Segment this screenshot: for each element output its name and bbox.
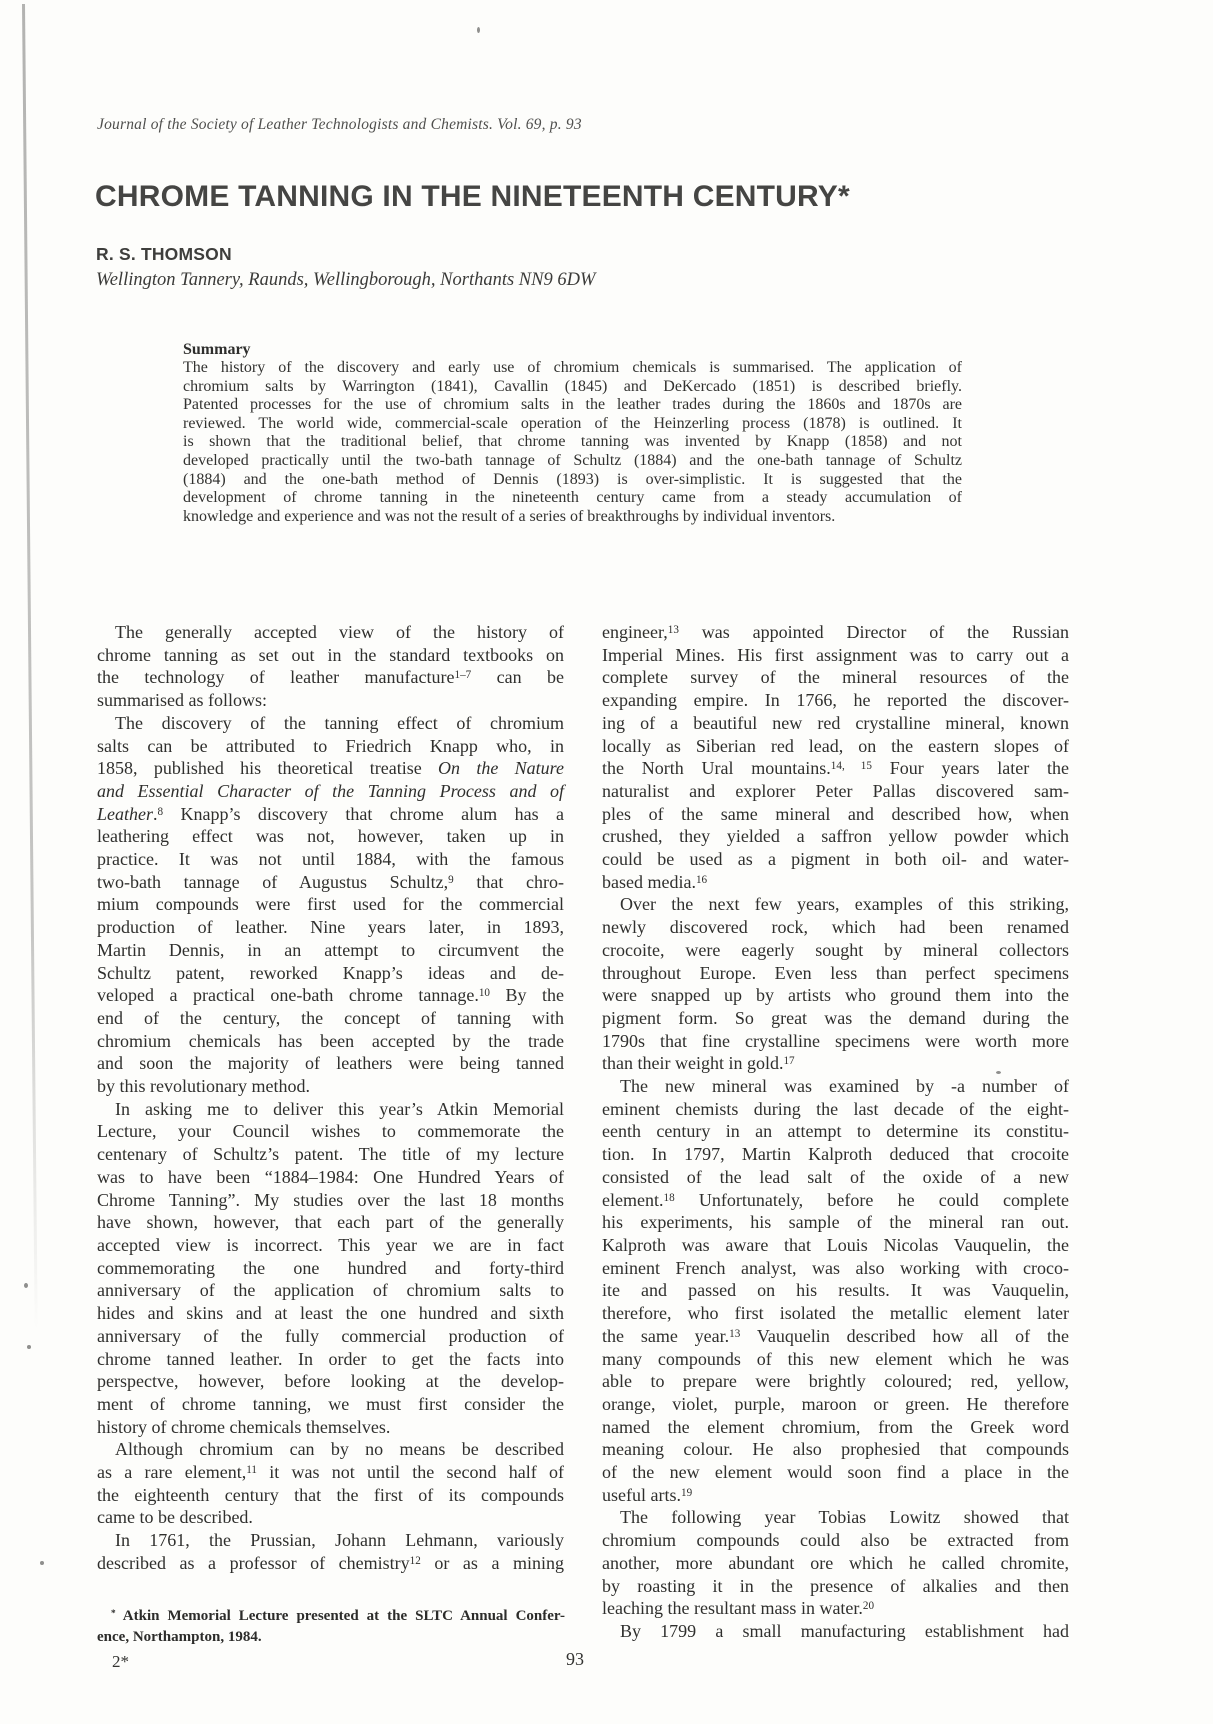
text-line: expanding empire. In 1766, he reported the discover-	[602, 690, 1069, 711]
text-line: Martin Dennis, in an attempt to circumvent the	[97, 939, 564, 960]
text-line: veloped a practical one-bath chrome tannage.$^{10}$ By the	[97, 985, 564, 1006]
text-line: than their weight in gold.$^{17}$	[602, 1053, 795, 1074]
text-line: perspectve, however, before looking at the develop-	[97, 1371, 564, 1392]
text-line: centenary of Schultz’s patent. The title of my lecture	[97, 1144, 564, 1165]
text-line: newly discovered rock, which had been renamed	[602, 917, 1069, 938]
text-line: The discovery of the tanning effect of chromium	[115, 712, 564, 733]
text-line: ment of chrome tanning, we must first consider the	[97, 1393, 564, 1414]
text-line: named the element chromium, from the Greek word	[602, 1416, 1069, 1437]
text-line: the North Ural mountains.$^{14, 15}$ Four years later the	[602, 758, 1070, 779]
text-line: Leather.$^8$ Knapp’s discovery that chrome alum has a	[97, 803, 564, 824]
text-line: locally as Siberian red lead, on the eastern slopes of	[602, 735, 1069, 756]
text-line: 1858, published his theoretical treatise On the Nature	[97, 758, 564, 779]
journal-header: Journal of the Society of Leather Technologists and Chemists. Vol. 69, p. 93	[97, 116, 582, 133]
text-line: pigment form. So great was the demand during the	[602, 1007, 1069, 1028]
text-line: naturalist and explorer Peter Pallas discovered sam-	[602, 780, 1069, 801]
text-line: By 1799 a small manufacturing establishment had	[620, 1620, 1069, 1641]
text-line: meaning colour. He also prophesied that compounds	[602, 1439, 1069, 1460]
text-line: The following year Tobias Lowitz showed that	[620, 1507, 1069, 1528]
scan-speck	[40, 1561, 44, 1565]
text-line: and Essential Character of the Tanning Process and of	[97, 780, 564, 801]
text-line: ence, Northampton, 1984.	[97, 1629, 262, 1645]
text-line: the technology of leather manufacture$^{1-7}$ can be	[97, 667, 564, 688]
text-line: The new mineral was examined by -a number of	[620, 1076, 1069, 1097]
text-line: throughout Europe. Even less than perfect specimens	[602, 962, 1069, 983]
scan-speck	[24, 1283, 28, 1288]
text-line: Schultz patent, reworked Knapp’s ideas and de-	[97, 962, 564, 983]
signature-mark: 2*	[112, 1652, 129, 1671]
text-line: In asking me to deliver this year’s Atkin Memorial	[115, 1098, 564, 1119]
text-line: end of the century, the concept of tanning with	[97, 1007, 564, 1028]
text-line: eenth century in an attempt to determine its constitu-	[602, 1121, 1069, 1142]
text-line: chrome tanning as set out in the standard textbooks on	[97, 644, 564, 665]
text-line: and soon the majority of leathers were being tanned	[97, 1053, 564, 1074]
text-line: commemorating the one hundred and forty-third	[97, 1257, 564, 1278]
text-line: described as a professor of chemistry$^{12}$ or as a mining	[97, 1552, 564, 1573]
text-line: consisted of the lead salt of the oxide of a new	[602, 1166, 1069, 1187]
text-line: Patented processes for the use of chromium salts in the leather trades during the 1860s and 1870s are	[183, 396, 962, 414]
text-line: of the new element would soon find a place in the	[602, 1462, 1069, 1483]
text-line: The history of the discovery and early use of chromium chemicals is summarised. The application of	[183, 359, 962, 376]
text-line: have shown, however, that each part of the generally	[97, 1212, 564, 1233]
text-line: is shown that the traditional belief, that chrome tanning was invented by Knapp (1858) and not	[183, 433, 962, 451]
article-body	[97, 621, 1069, 1643]
text-line: crushed, they yielded a saffron yellow powder which	[602, 826, 1069, 847]
text-line: was to have been “1884–1984: One Hundred Years of	[97, 1166, 564, 1187]
text-line: were snapped up by artists who ground them into the	[602, 985, 1069, 1006]
text-line: chromium chemicals has been accepted by the trade	[97, 1030, 564, 1051]
text-line: ples of the same mineral and described how, when	[602, 803, 1069, 824]
text-line: engineer,$^{13}$ was appointed Director of the Russian	[602, 622, 1069, 642]
text-line: as a rare element,$^{11}$ it was not until the second half of	[97, 1462, 565, 1483]
text-line: Imperial Mines. His first assignment was to carry out a	[602, 644, 1069, 665]
text-line: ing of a beautiful new red crystalline mineral, known	[602, 712, 1069, 733]
text-line: Lecture, your Council wishes to commemorate the	[97, 1121, 564, 1142]
text-line: another, more abundant ore which he called chromite,	[602, 1552, 1069, 1573]
text-line: salts can be attributed to Friedrich Knapp who, in	[97, 735, 564, 756]
text-line: two-bath tannage of Augustus Schultz,$^9$ that chro-	[97, 871, 564, 892]
text-line: element.$^{18}$ Unfortunately, before he could complete	[602, 1189, 1069, 1210]
summary-section	[183, 340, 962, 526]
text-line: the eighteenth century that the first of its compounds	[97, 1484, 564, 1505]
text-line: Chrome Tanning”. My studies over the last 18 months	[97, 1189, 564, 1210]
text-line: The generally accepted view of the history of	[115, 622, 564, 642]
text-line: mium compounds were first used for the commercial	[97, 894, 564, 915]
summary-text	[183, 359, 962, 526]
scan-speck	[27, 1345, 31, 1349]
author-affiliation: Wellington Tannery, Raunds, Wellingborough, Northants NN9 6DW	[96, 270, 596, 290]
text-line: the same year.$^{13}$ Vauquelin described how all of the	[602, 1325, 1069, 1346]
text-line: In 1761, the Prussian, Johann Lehmann, variously	[115, 1530, 564, 1551]
summary-heading: Summary	[183, 341, 251, 358]
text-line: 1790s that fine crystalline specimens were worth more	[602, 1030, 1069, 1051]
text-line: ite and passed on his results. It was Vauquelin,	[602, 1280, 1069, 1301]
text-line: complete survey of the mineral resources of the	[602, 667, 1069, 688]
text-line: chromium salts by Warrington (1841), Cavallin (1845) and DeKercado (1851) is described briefly.	[183, 377, 962, 395]
text-line: able to prepare were brightly coloured; red, yellow,	[602, 1371, 1069, 1392]
text-line: developed practically until the two-bath tannage of Schultz (1884) and the one-bath tannage of Schultz	[183, 451, 962, 469]
text-line: Kalproth was aware that Louis Nicolas Vauquelin, the	[602, 1234, 1069, 1255]
text-line: came to be described.	[97, 1507, 253, 1528]
text-line: * Atkin Memorial Lecture presented at the SLTC Annual Confer-	[111, 1608, 565, 1624]
text-line: knowledge and experience and was not the result of a series of breakthroughs by individual inventors.	[183, 507, 836, 525]
column-left	[97, 621, 564, 1643]
text-line: eminent French analyst, was also working with croco-	[602, 1257, 1069, 1278]
footnote	[97, 1606, 565, 1648]
text-line: development of chrome tanning in the nineteenth century came from a steady accumulation of	[183, 489, 962, 507]
text-line: history of chrome chemicals themselves.	[97, 1416, 391, 1437]
text-line: leaching the resultant mass in water.$^{20}$	[602, 1598, 875, 1619]
text-line: his experiments, his sample of the mineral ran out.	[602, 1212, 1069, 1233]
text-line: crocoite, were eagerly sought by mineral collectors	[602, 939, 1069, 960]
text-line: many compounds of this new element which he was	[602, 1348, 1069, 1369]
text-line: therefore, who first isolated the metallic element later	[602, 1303, 1069, 1324]
text-line: orange, violet, purple, maroon or green. He therefore	[602, 1393, 1069, 1414]
text-line: anniversary of the fully commercial production of	[97, 1325, 564, 1346]
text-line: chrome tanned leather. In order to get the facts into	[97, 1348, 564, 1369]
text-line: Although chromium can by no means be described	[115, 1439, 564, 1460]
text-line: summarised as follows:	[97, 690, 267, 711]
text-line: anniversary of the application of chromium salts to	[97, 1280, 564, 1301]
scan-speck	[477, 27, 480, 33]
text-line: eminent chemists during the last decade of the eight-	[602, 1098, 1069, 1119]
text-line: based media.$^{16}$	[602, 871, 708, 892]
text-line: production of leather. Nine years later, in 1893,	[97, 917, 564, 938]
text-line: (1884) and the one-bath method of Dennis (1893) is over-simplistic. It is suggested that the	[183, 470, 962, 488]
text-line: tion. In 1797, Martin Kalproth deduced that crocoite	[602, 1144, 1069, 1165]
author-name: R. S. THOMSON	[96, 244, 232, 264]
text-line: Over the next few years, examples of this striking,	[620, 894, 1069, 915]
scan-artifact-line	[22, 4, 38, 1330]
text-line: by roasting it in the presence of alkalies and then	[602, 1575, 1069, 1596]
article-title: CHROME TANNING IN THE NINETEENTH CENTURY*	[95, 180, 850, 213]
text-line: hides and skins and at least the one hundred and sixth	[97, 1303, 564, 1324]
text-line: reviewed. The world wide, commercial-scale operation of the Heinzerling process (1878) is outlined. It	[183, 414, 962, 432]
text-line: could be used as a pigment in both oil- and water-	[602, 849, 1069, 870]
text-line: practice. It was not until 1884, with the famous	[97, 849, 564, 870]
page-number: 93	[566, 1649, 584, 1669]
text-line: chromium compounds could also be extracted from	[602, 1530, 1069, 1551]
column-right	[602, 621, 1069, 1643]
text-line: accepted view is incorrect. This year we are in fact	[97, 1234, 564, 1255]
text-line: leathering effect was not, however, taken up in	[97, 826, 564, 847]
text-line: useful arts.$^{19}$	[602, 1484, 693, 1505]
text-line: by this revolutionary method.	[97, 1076, 310, 1097]
